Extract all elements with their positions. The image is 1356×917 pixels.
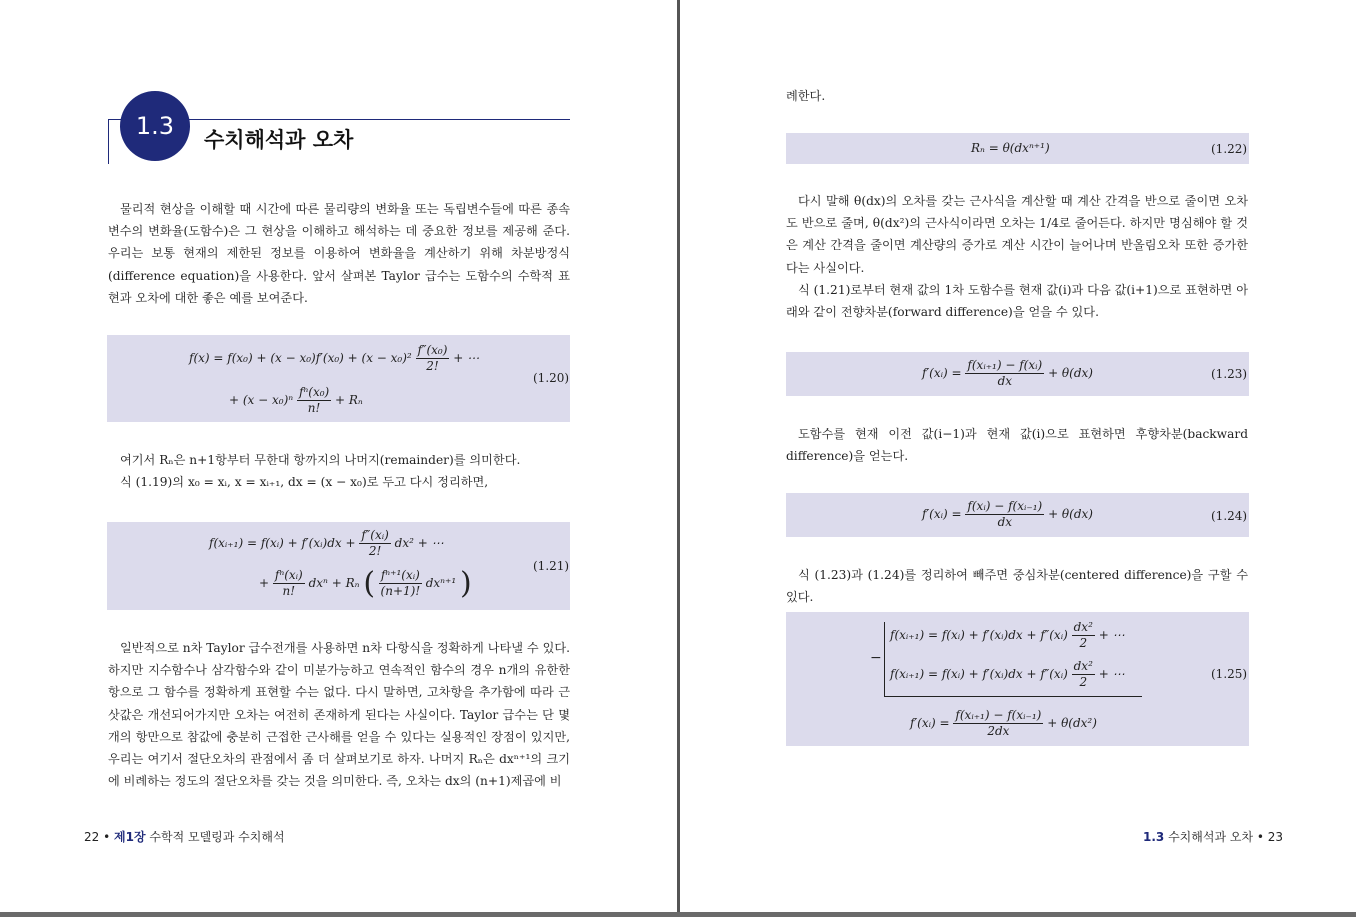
fraction (273, 568, 305, 599)
fraction-numerator: fⁿ(x₀) (298, 385, 330, 399)
fraction-numerator: f(xᵢ₊₁) − f(xᵢ₋₁) (955, 708, 1042, 722)
equation-number: (1.24) (1211, 509, 1248, 523)
paragraph-text: 례한다. (786, 89, 826, 103)
paragraph-text: 도함수를 현재 이전 값(i−1)과 현재 값(i)으로 표현하면 후향차분(backward difference)을 얻는다. (786, 427, 1248, 464)
section-title-footer: 수치해석과 오차 (1168, 830, 1254, 844)
right-page (680, 0, 1356, 913)
fraction-denominator: 2 (1079, 675, 1088, 689)
equation-text: + ⋯ (1098, 628, 1125, 642)
fraction-numerator: f″(xᵢ) (361, 528, 389, 542)
footer-bullet: • (103, 830, 111, 844)
page-number: 23 (1267, 830, 1284, 844)
fraction-numerator: fⁿ(xᵢ) (274, 568, 303, 582)
fraction-numerator: dx² (1073, 659, 1093, 673)
equation-text: + θ(dx) (1048, 366, 1093, 380)
equation-line (189, 343, 479, 374)
equation-line (229, 385, 363, 416)
equation-text: + θ(dx) (1048, 507, 1093, 521)
chapter-label: 제1장 (114, 830, 146, 844)
fraction-denominator: 2dx (987, 724, 1010, 738)
footer-bullet: • (1256, 830, 1264, 844)
equation-text: f′(xᵢ) = (922, 366, 962, 380)
fraction-numerator: f(xᵢ) − f(xᵢ₋₁) (967, 499, 1043, 513)
paragraph-error-order (786, 190, 1248, 323)
equation-number: (1.25) (1211, 667, 1248, 681)
equation-text: dx² + ⋯ (394, 536, 444, 550)
equation-line (922, 499, 1093, 530)
fraction (379, 568, 422, 599)
equation-line (922, 358, 1093, 389)
equation-1-22 (786, 133, 1249, 164)
section-number-badge (120, 91, 190, 161)
paragraph-taylor (108, 637, 570, 792)
fraction-denominator: 2! (368, 544, 382, 558)
fraction-denominator: n! (282, 584, 296, 598)
subtraction-rule (884, 696, 1142, 697)
paragraph-text: 식 (1.23)과 (1.24)를 정리하여 빼주면 중심차분(centered difference)을 구할 수 있다. (786, 568, 1248, 605)
fraction-denominator: 2! (426, 359, 439, 373)
fraction-numerator: f(xᵢ₊₁) − f(xᵢ) (967, 358, 1043, 372)
equation-line (259, 566, 472, 601)
paren-close: ) (459, 566, 472, 601)
paren-open: ( (363, 566, 376, 601)
equation-line (910, 708, 1097, 739)
equation-text: + Rₙ (335, 393, 363, 407)
equation-1-23 (786, 352, 1249, 396)
fraction-denominator: n! (307, 401, 321, 415)
paragraph-intro (108, 198, 570, 309)
fraction-denominator: dx (997, 515, 1013, 529)
equation-1-24 (786, 493, 1249, 537)
paragraph-text: 식 (1.19)의 x₀ = xᵢ, x = xᵢ₊₁, dx = (x − x₀)로 두고 다시 정리하면, (120, 475, 489, 490)
equation-1-25 (786, 612, 1249, 746)
equation-text: f(xᵢ₊₁) = f(xᵢ) + f′(xᵢ)dx + f″(xᵢ) (890, 628, 1068, 642)
fraction (965, 358, 1044, 389)
bottom-edge (0, 912, 1356, 917)
equation-text: dxⁿ + Rₙ (308, 576, 360, 590)
paragraph-text: 여기서 Rₙ은 n+1항부터 무한대 항까지의 나머지(remainder)를 의미한다. (120, 453, 521, 467)
fraction (297, 385, 331, 416)
equation-number: (1.21) (533, 559, 570, 573)
paragraph-text: 식 (1.21)로부터 현재 값의 1차 도함수를 현재 값(i)과 다음 값(i+1)으로 표현하면 아래와 같이 전향차분(forward difference)을 얻을 수 있다. (786, 282, 1248, 320)
minus-sign: − (870, 650, 882, 666)
fraction (359, 528, 390, 559)
equation-text: + θ(dx²) (1047, 716, 1097, 730)
equation-line (890, 659, 1125, 690)
fraction-denominator: (n+1)! (380, 584, 421, 598)
paragraph-continuation (786, 85, 1248, 107)
equation-text: dxⁿ⁺¹ (425, 576, 457, 590)
fraction (953, 708, 1043, 739)
paragraph-text: 다시 말해 θ(dx)의 오차를 갖는 근사식을 계산할 때 계산 간격을 반으로 줄이면 오차도 반으로 줄며, θ(dx²)의 근사식이라면 오차는 1/4로 줄어든다. 하지만 명심해야 할 것은 계산 간격을 줄이면 계산량의 증가로 계산 시간이 늘어나며 반올림오차 또한 증가한다는 사실이다. (786, 194, 1248, 275)
equation-text: + (x − x₀)ⁿ (229, 393, 294, 407)
fraction (1072, 659, 1095, 690)
section-rule-vertical (108, 119, 109, 164)
equation-text: f(x) = f(x₀) + (x − x₀)f′(x₀) + (x − x₀)² (189, 351, 412, 365)
equation-text: f(xᵢ₊₁) = f(xᵢ) + f′(xᵢ)dx + f″(xᵢ) (890, 667, 1068, 681)
fraction-numerator: dx² (1073, 620, 1093, 634)
section-label: 1.3 (1143, 830, 1165, 844)
subtraction-bracket (884, 622, 885, 696)
paragraph-text: 물리적 현상을 이해할 때 시간에 따른 물리량의 변화율 또는 독립변수들에 따른 종속변수의 변화율(도함수)은 그 현상을 이해하고 해석하는 데 중요한 정보를 제공해 준다. 우리는 보통 현재의 제한된 정보를 이용하여 변화율을 계산하기 위해 차분방정식(difference equation)을 사용한다. 앞서 살펴본 Taylor 급수는 도함수의 수학적 표현과 오차에 대한 좋은 예를 보여준다. (108, 202, 570, 305)
paragraph-centered (786, 564, 1248, 608)
section-number: 1.3 (135, 112, 175, 140)
right-footer (1143, 828, 1283, 845)
equation-line (209, 528, 444, 559)
left-page (0, 0, 677, 913)
fraction-numerator: fⁿ⁺¹(xᵢ) (380, 568, 420, 582)
equation-text: f′(xᵢ) = (922, 507, 962, 521)
equation-1-21 (107, 522, 570, 610)
equation-text: f(xᵢ₊₁) = f(xᵢ) + f′(xᵢ)dx + (209, 536, 356, 550)
page-number: 22 (84, 830, 100, 844)
equation-line (890, 620, 1125, 651)
equation-number: (1.23) (1211, 367, 1248, 381)
equation-text: f′(xᵢ) = (910, 716, 950, 730)
fraction (1072, 620, 1095, 651)
left-footer (84, 828, 285, 845)
equation-text: + ⋯ (453, 351, 480, 365)
equation-text: + ⋯ (1098, 667, 1125, 681)
fraction-denominator: 2 (1079, 636, 1088, 650)
equation-text: Rₙ = θ(dxⁿ⁺¹) (971, 141, 1050, 155)
section-title: 수치해석과 오차 (204, 128, 354, 152)
equation-text: + (259, 576, 270, 590)
equation-number: (1.22) (1211, 142, 1248, 156)
paragraph-text: 일반적으로 n차 Taylor 급수전개를 사용하면 n차 다항식을 정확하게 나타낼 수 있다. 하지만 지수함수나 삼각함수와 같이 미분가능하고 연속적인 함수의 경우 n개의 유한한 항으로 그 함수를 정확하게 표현할 수는 없다. 다시 말하면, 고차항을 추가함에 따라 근삿값은 개선되어가지만 오차는 여전히 존재하게 된다는 사실이다. Taylor 급수는 단 몇 개의 항만으로 참값에 충분히 근접한 근사해를 얻을 수 있다는 실용적인 장점이 있지만, 우리는 여기서 절단오차의 관점에서 좀 더 살펴보기로 하자. 나머지 Rₙ은 dxⁿ⁺¹의 크기에 비례하는 정도의 절단오차를 갖는 것을 의미한다. 즉, 오차는 dx의 (n+1)제곱에 비 (108, 641, 570, 789)
chapter-title: 수학적 모델링과 수치해석 (149, 830, 285, 844)
fraction-denominator: dx (997, 374, 1013, 388)
fraction (416, 343, 450, 374)
paragraph-remainder (108, 449, 570, 493)
equation-1-20 (107, 335, 570, 422)
fraction (965, 499, 1044, 530)
fraction-numerator: f″(x₀) (417, 343, 448, 357)
paragraph-backward (786, 423, 1248, 467)
equation-number: (1.20) (533, 371, 570, 385)
